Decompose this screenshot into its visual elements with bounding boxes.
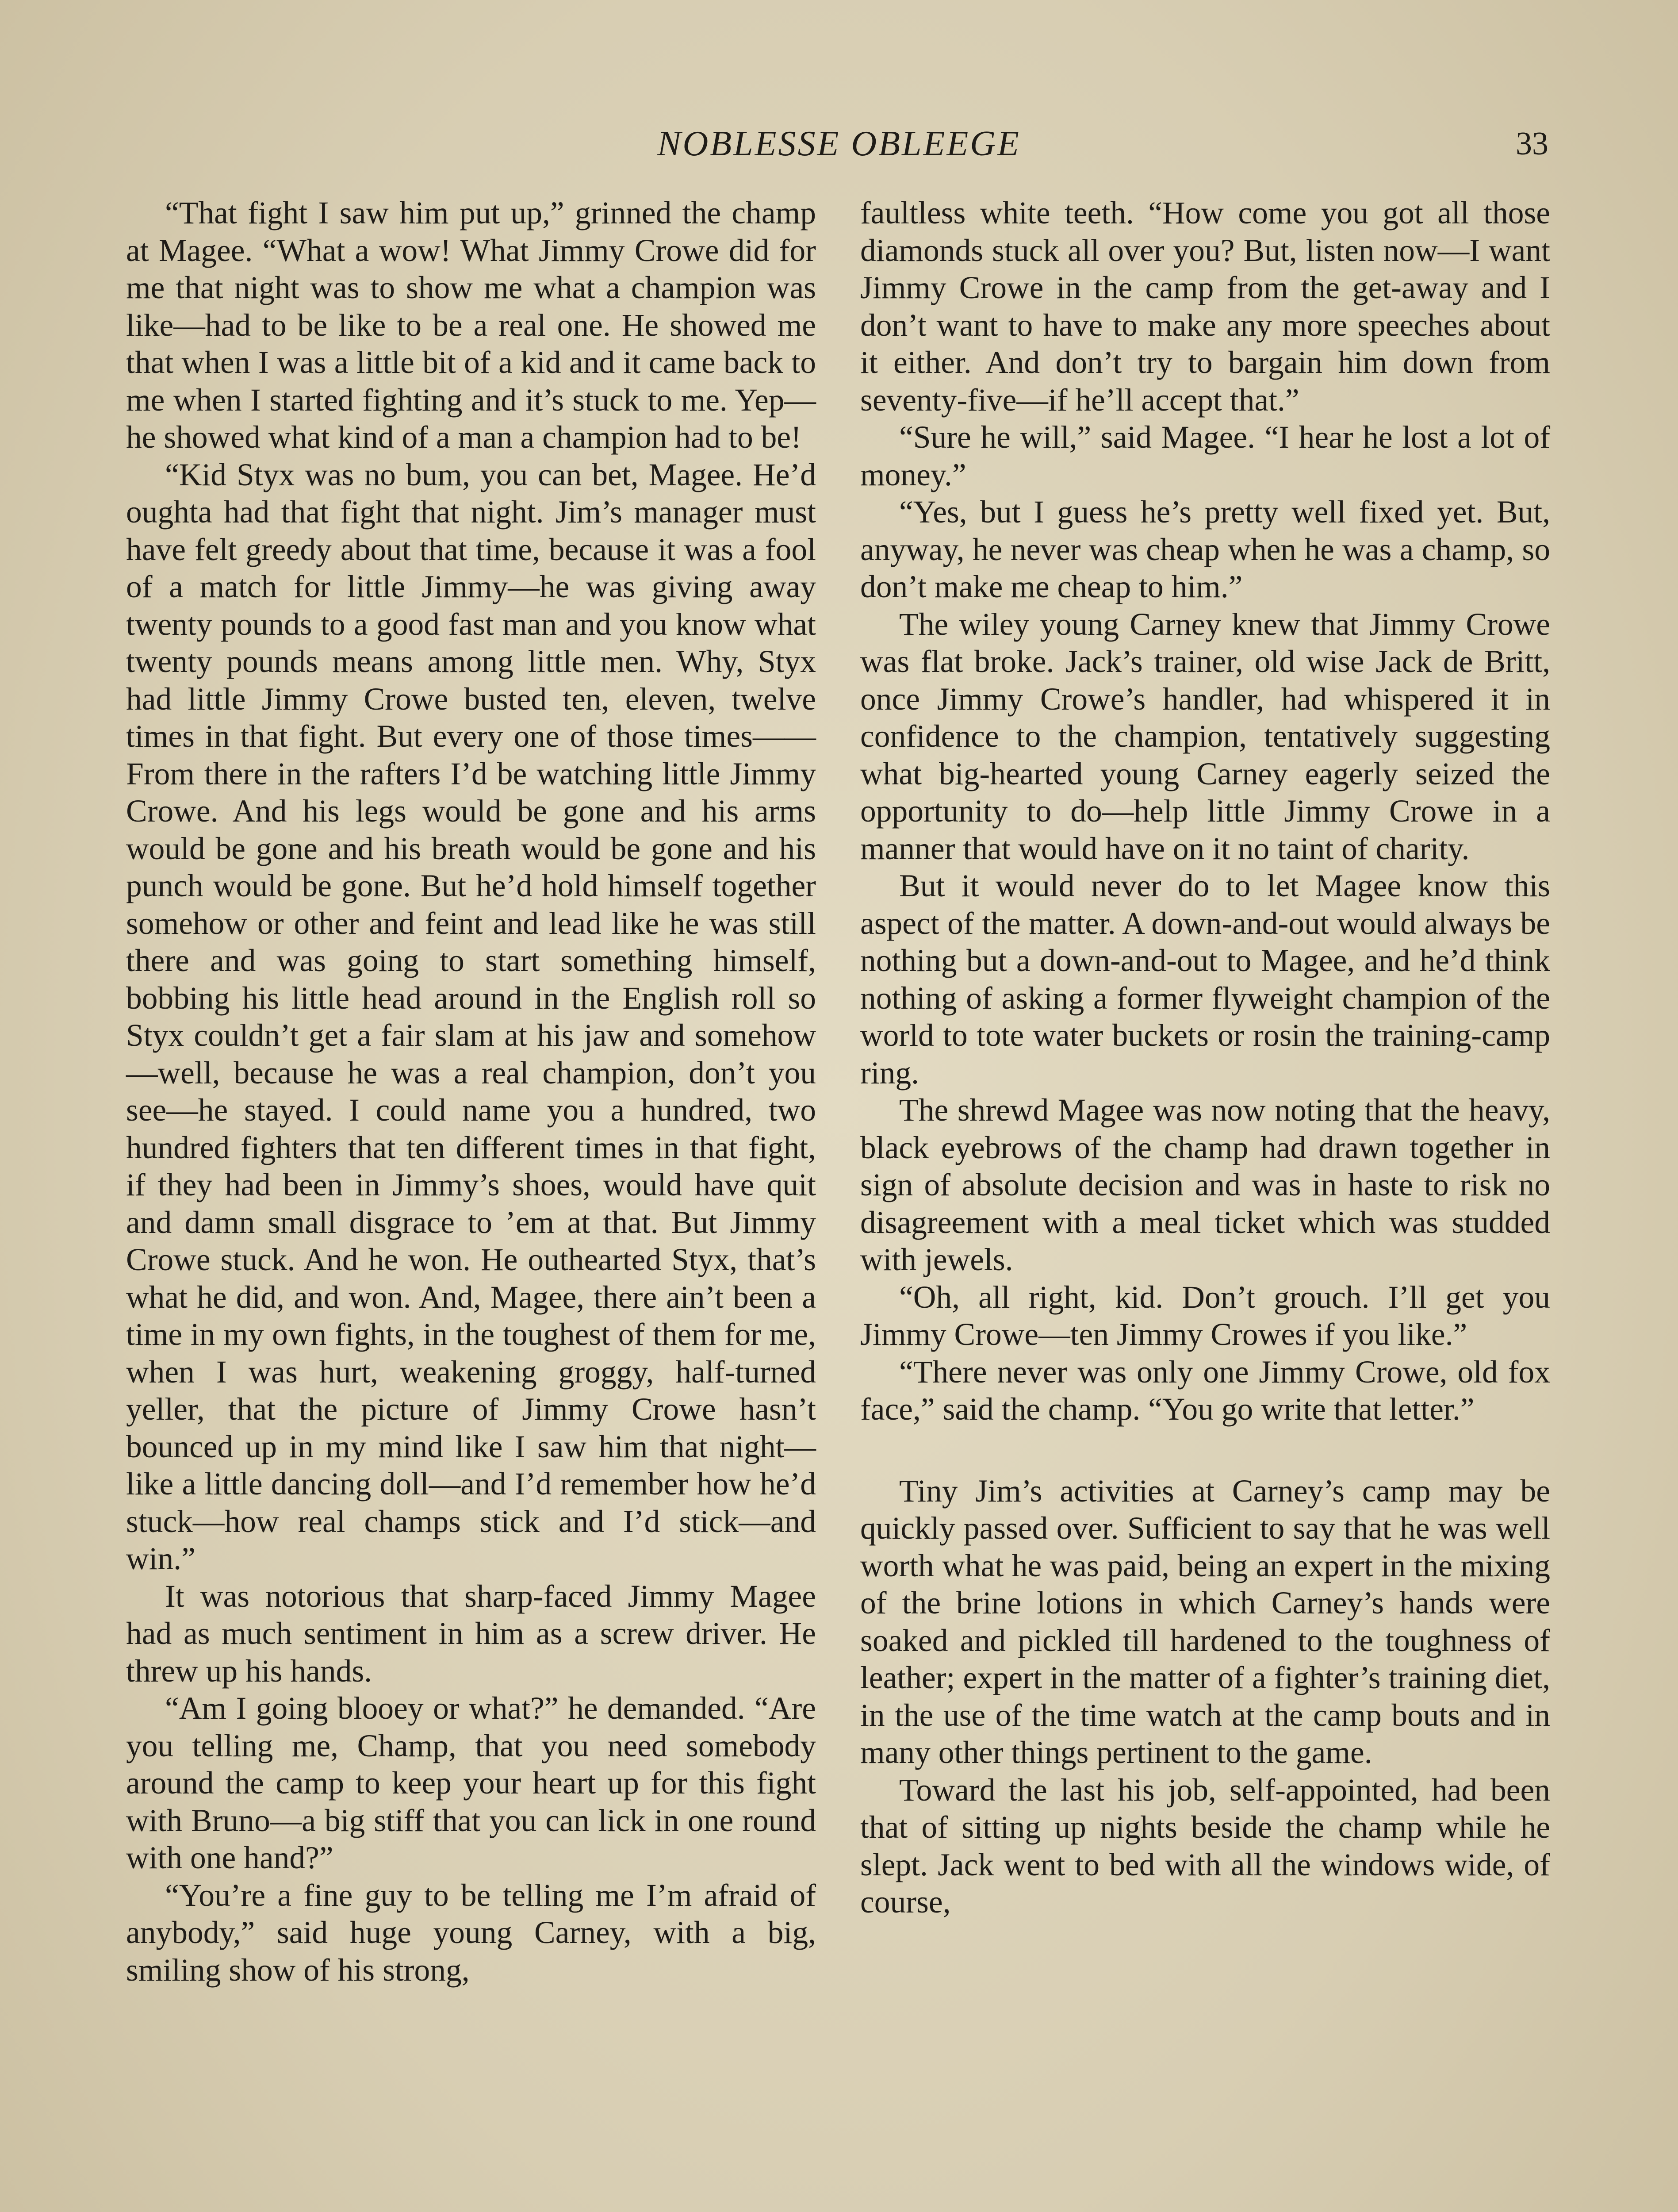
paragraph: “There never was only one Jimmy Crowe, old fox face,” said the champ. “You go write that letter.” xyxy=(860,1354,1550,1427)
paragraph: The shrewd Magee was now noting that the heavy, black eyebrows of the champ had drawn together in sign of absolute decision and was in haste to risk no disagreement with a meal ticket which was studded with jewels. xyxy=(860,1093,1550,1277)
paragraph: The wiley young Carney knew that Jimmy Crowe was flat broke. Jack’s trainer, old wise Jack de Britt, once Jimmy Crowe’s handler, had whispered it in confidence to the champion, tentatively suggesting what big-hearted young Carney eagerly seized the opportunity to do—help little Jimmy Crowe in a manner that would have on it no taint of charity. xyxy=(860,607,1550,866)
paragraph: “Yes, but I guess he’s pretty well fixed yet. But, anyway, he never was cheap when he was a champ, so don’t make me cheap to him.” xyxy=(860,495,1550,604)
page-header xyxy=(0,119,1678,168)
paragraph: It was notorious that sharp-faced Jimmy Magee had as much sentiment in him as a screw driver. He threw up his hands. xyxy=(126,1578,816,1689)
paragraph: Tiny Jim’s activities at Carney’s camp may be quickly passed over. Sufficient to say that he was well worth what he was paid, being an expert in the mixing of the brine lotions in which Carney’s hands were soaked and pickled till hardened to the toughness of leather; expert in the matter of a fighter’s training diet, in the use of the time watch at the camp bouts and in many other things pertinent to the game. xyxy=(860,1473,1550,1770)
page-number: 33 xyxy=(1516,126,1548,162)
section-break xyxy=(860,1429,1550,1473)
left-text-column xyxy=(126,195,816,1989)
paragraph: “Oh, all right, kid. Don’t grouch. I’ll get you Jimmy Crowe—ten Jimmy Crowes if you like.” xyxy=(860,1279,1550,1352)
paragraph: “Am I going blooey or what?” he demanded. “Are you telling me, Champ, that you need somebody around the camp to keep your heart up for this fight with Bruno—a big stiff that you can lick in one round with one hand?” xyxy=(126,1691,816,1875)
paragraph: Toward the last his job, self-appointed, had been that of sitting up nights beside the champ while he slept. Jack went to bed with all the windows wide, of course, xyxy=(860,1772,1550,1920)
paragraph: “You’re a fine guy to be telling me I’m afraid of anybody,” said huge young Carney, with a big, smiling show of his strong, xyxy=(126,1878,816,1988)
continued-paragraph: faultless white teeth. “How come you got all those diamonds stuck all over you? But, listen now—I want Jimmy Crowe in the camp from the get-away and I don’t want to have to make any more speeches about it either. And don’t try to bargain him down from seventy-five—if he’ll accept that.” xyxy=(860,196,1550,418)
paragraph: “Kid Styx was no bum, you can bet, Magee. He’d oughta had that fight that night. Jim’s manager must have felt greedy about that time, because it was a fool of a match for little Jimmy—he was giving away twenty pounds to a good fast man and you know what twenty pounds means among little men. Why, Styx had little Jimmy Crowe busted ten, eleven, twelve times in that fight. But every one of those times—— From there in the rafters I’d be watching little Jimmy Crowe. And his legs would be gone and his arms would be gone and his breath would be gone and his punch would be gone. But he’d hold himself together somehow or other and feint and lead like he was still there and was going to start something himself, bobbing his little head around in the English roll so Styx couldn’t get a fair slam at his jaw and somehow—well, because he was a real champion, don’t you see—he stayed. I could name you a hundred, two hundred fighters that ten different times in that fight, if they had been in Jimmy’s shoes, would have quit and damn small disgrace to ’em at that. But Jimmy Crowe stuck. And he won. He outhearted Styx, that’s what he did, and won. And, Magee, there ain’t been a time in my own fights, in the toughest of them for me, when I was hurt, weakening groggy, half-turned yeller, that the picture of Jimmy Crowe hasn’t bounced up in my mind like I saw him that night—like a little dancing doll—and I’d remember how he’d stuck—how real champs stick and I’d stick—and win.” xyxy=(126,457,816,1576)
paragraph: “That fight I saw him put up,” grinned the champ at Magee. “What a wow! What Jimmy Crowe did for me that night was to show me what a champion was like—had to be like to be a real one. He showed me that when I was a little bit of a kid and it came back to me when I started fighting and it’s stuck to me. Yep—he showed what kind of a man a champion had to be! xyxy=(126,196,816,455)
paragraph: “Sure he will,” said Magee. “I hear he lost a lot of money.” xyxy=(860,420,1550,492)
running-title: NOBLESSE OBLEEGE xyxy=(657,124,1021,163)
right-text-column xyxy=(860,195,1550,1921)
paragraph: But it would never do to let Magee know this aspect of the matter. A down-and-out would always be nothing but a down-and-out to Magee, and he’d think nothing of asking a former flyweight champion of the world to tote water buckets or rosin the training-camp ring. xyxy=(860,868,1550,1091)
